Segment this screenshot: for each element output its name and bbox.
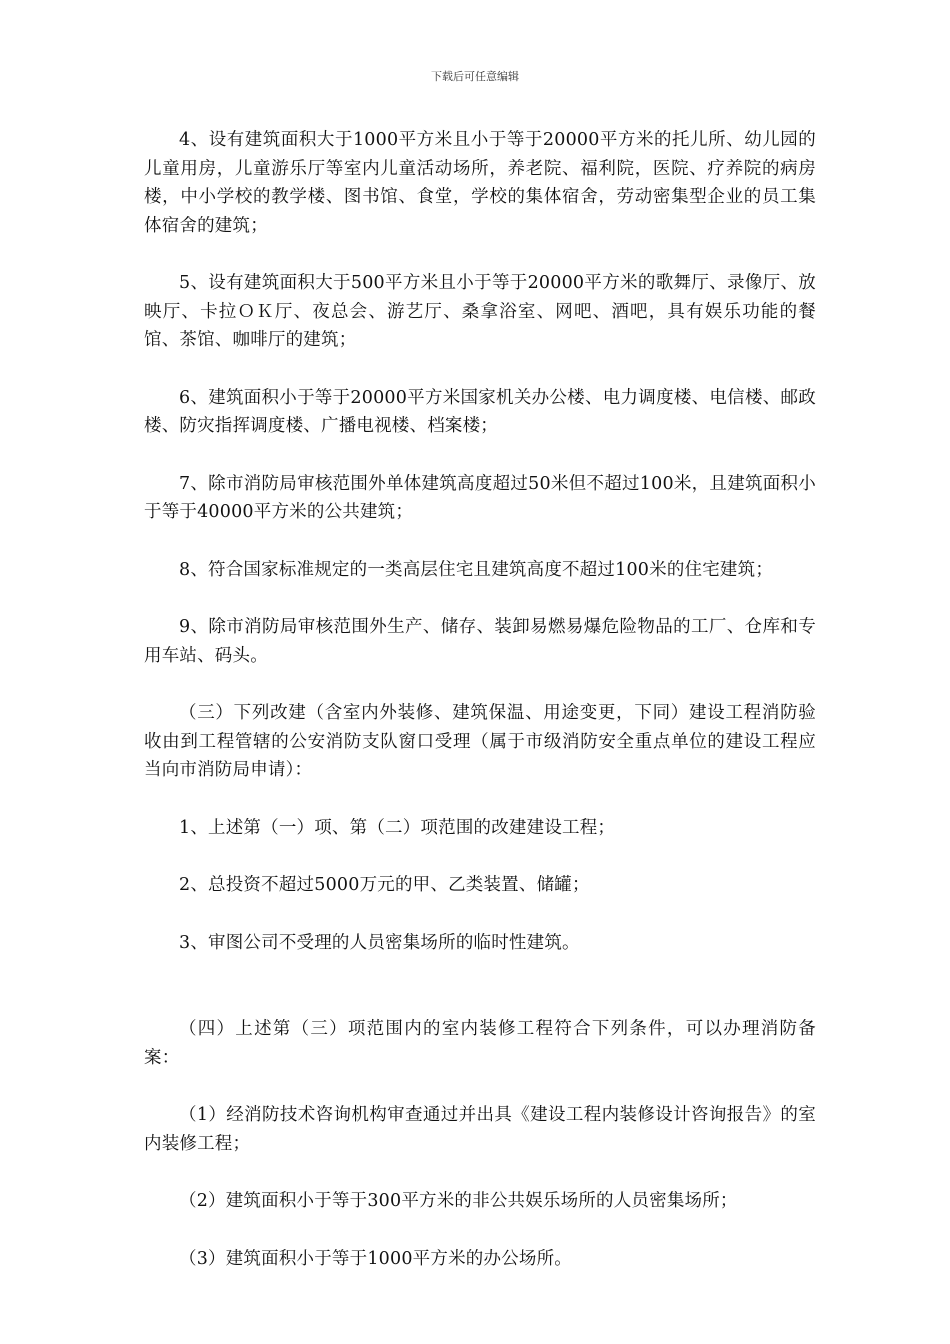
paragraph-item-6: 6、建筑面积小于等于20000平方米国家机关办公楼、电力调度楼、电信楼、邮政楼、防灾指挥调度楼、广播电视楼、档案楼；	[144, 387, 816, 436]
page-header-note: 下载后可任意编辑	[431, 70, 519, 83]
paragraph-item-9: 9、除市消防局审核范围外生产、储存、装卸易燃易爆危险物品的工厂、仓库和专用车站、码头。	[144, 617, 816, 666]
document-body	[144, 126, 816, 1302]
section-four-item-2: （2）建筑面积小于等于300平方米的非公共娱乐场所的人员密集场所；	[179, 1191, 738, 1211]
section-three-paragraph: （三）下列改建（含室内外装修、建筑保温、用途变更，下同）建设工程消防验收由到工程管辖的公安消防支队窗口受理（属于市级消防安全重点单位的建设工程应当向市消防局申请）：	[144, 703, 816, 780]
section-four-paragraph: （四）上述第（三）项范围内的室内装修工程符合下列条件，可以办理消防备案：	[144, 1019, 816, 1068]
section-four-item-3: （3）建筑面积小于等于1000平方米的办公场所。	[179, 1248, 572, 1269]
section-three-item-3: 3、审图公司不受理的人员密集场所的临时性建筑。	[179, 932, 580, 953]
section-three-item-2: 2、总投资不超过5000万元的甲、乙类装置、储罐；	[179, 875, 590, 895]
section-three-item-1: 1、上述第（一）项、第（二）项范围的改建建设工程；	[179, 817, 616, 838]
paragraph-item-7: 7、除市消防局审核范围外单体建筑高度超过50米但不超过100米，且建筑面积小于等于40000平方米的公共建筑；	[144, 473, 816, 522]
section-four-item-1: （1）经消防技术咨询机构审查通过并出具《建设工程内装修设计咨询报告》的室内装修工程；	[144, 1105, 816, 1154]
paragraph-item-8: 8、符合国家标准规定的一类高层住宅且建筑高度不超过100米的住宅建筑；	[179, 559, 774, 580]
paragraph-item-5: 5、设有建筑面积大于500平方米且小于等于20000平方米的歌舞厅、录像厅、放映厅、卡拉ＯＫ厅、夜总会、游艺厅、桑拿浴室、网吧、酒吧，具有娱乐功能的餐馆、茶馆、咖啡厅的建筑；	[144, 273, 816, 350]
paragraph-item-4: 4、设有建筑面积大于1000平方米且小于等于20000平方米的托儿所、幼儿园的儿童用房，儿童游乐厅等室内儿童活动场所，养老院、福利院，医院、疗养院的病房楼，中小学校的教学楼、图书馆、食堂，学校的集体宿舍，劳动密集型企业的员工集体宿舍的建筑；	[144, 130, 816, 236]
